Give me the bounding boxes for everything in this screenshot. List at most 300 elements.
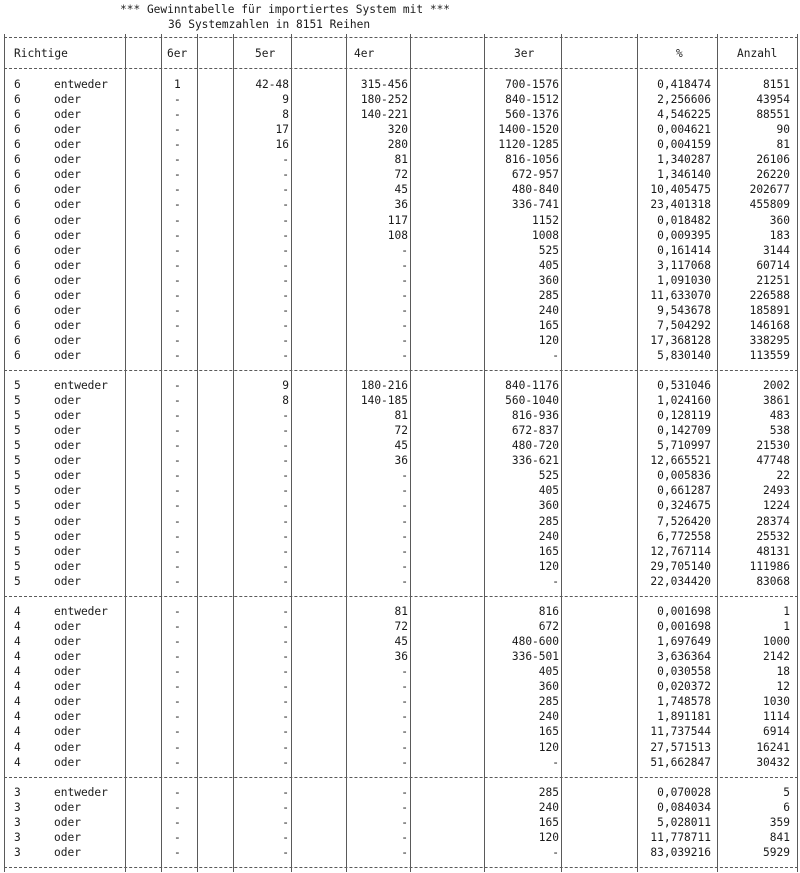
cell-verknuepfung: oder	[54, 484, 81, 498]
cell-5er: -	[282, 243, 289, 257]
cell-prozent: 0,004621	[657, 123, 711, 137]
cell-anzahl: 2493	[763, 484, 790, 498]
cell-4er: -	[401, 846, 408, 860]
cell-5er: -	[282, 665, 289, 679]
cell-prozent: 0,001698	[657, 605, 711, 618]
table-row	[0, 122, 800, 137]
cell-prozent: 7,504292	[657, 318, 711, 332]
cell-4er: 108	[387, 228, 408, 242]
cell-5er: -	[282, 318, 289, 332]
cell-6er: -	[174, 273, 181, 287]
cell-3er: 672	[538, 620, 559, 633]
cell-richtige: 6	[14, 318, 21, 332]
table-row	[0, 258, 800, 273]
cell-prozent: 1,748578	[657, 695, 711, 709]
cell-5er: -	[282, 454, 289, 468]
cell-3er: 165	[538, 725, 559, 739]
cell-anzahl: 3861	[763, 394, 790, 408]
cell-anzahl: 16241	[756, 740, 790, 754]
cell-4er: -	[401, 273, 408, 287]
cell-richtige: 4	[14, 635, 21, 649]
cell-verknuepfung: oder	[54, 228, 81, 242]
cell-verknuepfung: oder	[54, 318, 81, 332]
cell-5er: -	[282, 544, 289, 558]
cell-5er: -	[282, 153, 289, 167]
cell-verknuepfung: oder	[54, 303, 81, 317]
cell-5er: -	[282, 710, 289, 724]
cell-anzahl: 455809	[749, 198, 790, 212]
cell-5er: -	[282, 574, 289, 588]
table-row	[0, 709, 800, 724]
cell-5er: -	[282, 786, 289, 799]
cell-anzahl: 841	[769, 831, 790, 845]
cell-verknuepfung: oder	[54, 409, 81, 423]
cell-4er: -	[401, 710, 408, 724]
cell-verknuepfung: oder	[54, 710, 81, 724]
cell-4er: 320	[387, 123, 408, 137]
cell-richtige: 6	[14, 123, 21, 137]
cell-richtige: 5	[14, 514, 21, 528]
cell-3er: 120	[538, 333, 559, 347]
cell-anzahl: 22	[776, 469, 790, 483]
cell-verknuepfung: oder	[54, 574, 81, 588]
cell-3er: 285	[538, 695, 559, 709]
cell-5er: -	[282, 258, 289, 272]
cell-prozent: 29,705140	[650, 559, 711, 573]
cell-5er: -	[282, 816, 289, 830]
title-line-2: 36 Systemzahlen in 8151 Reihen	[168, 18, 371, 31]
cell-5er: -	[282, 333, 289, 347]
cell-richtige: 5	[14, 439, 21, 453]
cell-5er: -	[282, 168, 289, 182]
table-row	[0, 378, 800, 393]
cell-4er: -	[401, 574, 408, 588]
cell-3er: -	[552, 348, 559, 362]
cell-verknuepfung: oder	[54, 198, 81, 212]
cell-verknuepfung: oder	[54, 665, 81, 679]
cell-prozent: 11,633070	[650, 288, 711, 302]
cell-4er: 72	[394, 168, 408, 182]
cell-prozent: 27,571513	[650, 740, 711, 754]
cell-4er: -	[401, 529, 408, 543]
cell-prozent: 0,161414	[657, 243, 711, 257]
cell-prozent: 4,546225	[657, 108, 711, 122]
cell-richtige: 3	[14, 816, 21, 830]
cell-verknuepfung: oder	[54, 153, 81, 167]
cell-prozent: 0,084034	[657, 801, 711, 814]
cell-3er: 1400-1520	[498, 123, 559, 137]
cell-5er: -	[282, 183, 289, 197]
cell-richtige: 4	[14, 605, 21, 618]
header-5er: 5er	[255, 47, 276, 60]
cell-prozent: 6,772558	[657, 529, 711, 543]
cell-6er: -	[174, 454, 181, 468]
cell-4er: -	[401, 348, 408, 362]
header-anzahl: Anzahl	[737, 47, 778, 60]
cell-verknuepfung: oder	[54, 635, 81, 649]
cell-5er: -	[282, 529, 289, 543]
cell-3er: 240	[538, 801, 559, 814]
cell-6er: -	[174, 424, 181, 438]
cell-verknuepfung: oder	[54, 424, 81, 438]
cell-3er: 480-600	[511, 635, 559, 649]
title-line-1: *** Gewinntabelle für importiertes System mit ***	[120, 3, 451, 16]
cell-6er: -	[174, 574, 181, 588]
cell-6er: -	[174, 439, 181, 453]
cell-6er: -	[174, 288, 181, 302]
cell-anzahl: 146168	[749, 318, 790, 332]
cell-4er: 36	[394, 650, 408, 664]
table-row	[0, 243, 800, 258]
cell-3er: 405	[538, 258, 559, 272]
cell-anzahl: 25532	[756, 529, 790, 543]
cell-6er: -	[174, 108, 181, 122]
cell-anzahl: 48131	[756, 544, 790, 558]
cell-anzahl: 1000	[763, 635, 790, 649]
cell-6er: -	[174, 394, 181, 408]
table-row	[0, 483, 800, 498]
table-row	[0, 453, 800, 468]
cell-5er: 8	[282, 108, 289, 122]
cell-richtige: 5	[14, 394, 21, 408]
cell-3er: 120	[538, 831, 559, 845]
cell-5er: -	[282, 288, 289, 302]
cell-3er: 672-837	[511, 424, 559, 438]
cell-prozent: 0,005836	[657, 469, 711, 483]
table-row	[0, 167, 800, 182]
header-6er: 6er	[167, 47, 188, 60]
cell-3er: 525	[538, 243, 559, 257]
cell-richtige: 6	[14, 198, 21, 212]
cell-richtige: 6	[14, 93, 21, 106]
cell-anzahl: 81	[776, 138, 790, 152]
cell-6er: -	[174, 816, 181, 830]
cell-prozent: 5,710997	[657, 439, 711, 453]
cell-6er: -	[174, 846, 181, 860]
cell-5er: -	[282, 725, 289, 739]
cell-6er: -	[174, 529, 181, 543]
cell-6er: -	[174, 695, 181, 709]
cell-richtige: 5	[14, 454, 21, 468]
cell-prozent: 0,030558	[657, 665, 711, 679]
cell-4er: -	[401, 786, 408, 799]
cell-prozent: 11,737544	[650, 725, 711, 739]
cell-richtige: 4	[14, 755, 21, 769]
cell-4er: -	[401, 559, 408, 573]
cell-prozent: 0,001698	[657, 620, 711, 633]
cell-anzahl: 26106	[756, 153, 790, 167]
cell-4er: -	[401, 755, 408, 769]
cell-3er: 405	[538, 484, 559, 498]
cell-richtige: 4	[14, 695, 21, 709]
cell-3er: 285	[538, 786, 559, 799]
cell-4er: -	[401, 288, 408, 302]
cell-3er: 816	[538, 605, 559, 618]
table-row	[0, 514, 800, 529]
cell-6er: 1	[174, 78, 181, 91]
cell-6er: -	[174, 620, 181, 633]
cell-4er: 36	[394, 454, 408, 468]
cell-6er: -	[174, 198, 181, 212]
cell-5er: 42-48	[255, 78, 289, 91]
cell-anzahl: 88551	[756, 108, 790, 122]
cell-richtige: 6	[14, 228, 21, 242]
cell-verknuepfung: oder	[54, 529, 81, 543]
cell-richtige: 5	[14, 484, 21, 498]
cell-prozent: 12,767114	[650, 544, 711, 558]
cell-3er: 240	[538, 303, 559, 317]
cell-prozent: 0,531046	[657, 379, 711, 392]
cell-anzahl: 111986	[749, 559, 790, 573]
cell-richtige: 5	[14, 409, 21, 423]
cell-5er: -	[282, 620, 289, 633]
cell-4er: 140-185	[360, 394, 408, 408]
cell-3er: -	[552, 574, 559, 588]
cell-6er: -	[174, 318, 181, 332]
cell-prozent: 0,020372	[657, 680, 711, 694]
cell-4er: -	[401, 333, 408, 347]
cell-3er: 480-840	[511, 183, 559, 197]
footer-rule	[4, 867, 798, 868]
table-row	[0, 303, 800, 318]
table-row	[0, 318, 800, 333]
cell-6er: -	[174, 153, 181, 167]
cell-anzahl: 1114	[763, 710, 790, 724]
cell-prozent: 5,028011	[657, 816, 711, 830]
cell-verknuepfung: oder	[54, 138, 81, 152]
cell-prozent: 83,039216	[650, 846, 711, 860]
cell-richtige: 5	[14, 529, 21, 543]
cell-3er: 240	[538, 529, 559, 543]
cell-anzahl: 18	[776, 665, 790, 679]
table-row	[0, 559, 800, 574]
cell-3er: 120	[538, 740, 559, 754]
cell-3er: 240	[538, 710, 559, 724]
cell-3er: 336-621	[511, 454, 559, 468]
cell-4er: -	[401, 243, 408, 257]
table-row	[0, 755, 800, 770]
cell-6er: -	[174, 409, 181, 423]
cell-richtige: 5	[14, 499, 21, 513]
cell-verknuepfung: oder	[54, 846, 81, 860]
cell-6er: -	[174, 801, 181, 814]
cell-5er: -	[282, 695, 289, 709]
cell-verknuepfung: oder	[54, 243, 81, 257]
cell-4er: 81	[394, 409, 408, 423]
cell-richtige: 4	[14, 665, 21, 679]
cell-prozent: 0,418474	[657, 78, 711, 91]
cell-5er: -	[282, 514, 289, 528]
cell-anzahl: 2002	[763, 379, 790, 392]
group-separator	[4, 596, 798, 597]
table-row	[0, 213, 800, 228]
cell-4er: -	[401, 725, 408, 739]
cell-anzahl: 113559	[749, 348, 790, 362]
cell-richtige: 6	[14, 213, 21, 227]
cell-6er: -	[174, 469, 181, 483]
cell-5er: 9	[282, 93, 289, 106]
cell-prozent: 7,526420	[657, 514, 711, 528]
cell-verknuepfung: oder	[54, 213, 81, 227]
cell-5er: -	[282, 439, 289, 453]
cell-4er: 45	[394, 183, 408, 197]
cell-3er: 285	[538, 514, 559, 528]
cell-4er: -	[401, 303, 408, 317]
cell-6er: -	[174, 740, 181, 754]
cell-prozent: 17,368128	[650, 333, 711, 347]
table-row	[0, 468, 800, 483]
header-rule-bottom	[4, 68, 798, 69]
cell-4er: -	[401, 665, 408, 679]
cell-3er: 360	[538, 499, 559, 513]
cell-verknuepfung: oder	[54, 740, 81, 754]
cell-richtige: 6	[14, 153, 21, 167]
cell-prozent: 5,830140	[657, 348, 711, 362]
cell-prozent: 0,661287	[657, 484, 711, 498]
cell-5er: 17	[275, 123, 289, 137]
cell-3er: 525	[538, 469, 559, 483]
cell-3er: 700-1576	[505, 78, 559, 91]
cell-3er: 560-1040	[505, 394, 559, 408]
group-separator	[4, 777, 798, 778]
cell-6er: -	[174, 605, 181, 618]
cell-prozent: 11,778711	[650, 831, 711, 845]
cell-richtige: 6	[14, 78, 21, 91]
table-row	[0, 845, 800, 860]
cell-anzahl: 338295	[749, 333, 790, 347]
cell-prozent: 22,034420	[650, 574, 711, 588]
cell-richtige: 3	[14, 846, 21, 860]
table-row	[0, 785, 800, 800]
cell-6er: -	[174, 484, 181, 498]
cell-anzahl: 2142	[763, 650, 790, 664]
cell-6er: -	[174, 755, 181, 769]
cell-verknuepfung: entweder	[54, 78, 108, 91]
cell-6er: -	[174, 183, 181, 197]
table-row	[0, 152, 800, 167]
table-row	[0, 182, 800, 197]
cell-prozent: 0,004159	[657, 138, 711, 152]
cell-richtige: 6	[14, 288, 21, 302]
cell-richtige: 6	[14, 243, 21, 257]
cell-richtige: 6	[14, 138, 21, 152]
cell-3er: 360	[538, 273, 559, 287]
cell-prozent: 10,405475	[650, 183, 711, 197]
cell-prozent: 23,401318	[650, 198, 711, 212]
cell-5er: -	[282, 273, 289, 287]
cell-verknuepfung: oder	[54, 514, 81, 528]
cell-verknuepfung: oder	[54, 123, 81, 137]
cell-4er: 315-456	[360, 78, 408, 91]
header-4er: 4er	[354, 47, 375, 60]
cell-6er: -	[174, 650, 181, 664]
cell-4er: -	[401, 514, 408, 528]
header-pct: %	[676, 47, 683, 60]
cell-4er: -	[401, 831, 408, 845]
cell-3er: 1152	[532, 213, 559, 227]
table-row	[0, 438, 800, 453]
cell-3er: 360	[538, 680, 559, 694]
cell-richtige: 6	[14, 348, 21, 362]
cell-verknuepfung: oder	[54, 499, 81, 513]
cell-verknuepfung: oder	[54, 348, 81, 362]
cell-anzahl: 12	[776, 680, 790, 694]
cell-4er: 180-252	[360, 93, 408, 106]
cell-richtige: 5	[14, 544, 21, 558]
cell-3er: 165	[538, 816, 559, 830]
cell-6er: -	[174, 559, 181, 573]
table-row	[0, 544, 800, 559]
cell-verknuepfung: oder	[54, 620, 81, 633]
cell-verknuepfung: oder	[54, 801, 81, 814]
cell-3er: 1008	[532, 228, 559, 242]
table-row	[0, 694, 800, 709]
cell-4er: 36	[394, 198, 408, 212]
cell-verknuepfung: oder	[54, 831, 81, 845]
cell-anzahl: 30432	[756, 755, 790, 769]
cell-5er: -	[282, 424, 289, 438]
table-row	[0, 288, 800, 303]
cell-anzahl: 47748	[756, 454, 790, 468]
cell-richtige: 6	[14, 258, 21, 272]
cell-6er: -	[174, 168, 181, 182]
cell-5er: -	[282, 559, 289, 573]
cell-3er: 1120-1285	[498, 138, 559, 152]
table-row	[0, 92, 800, 107]
cell-verknuepfung: oder	[54, 108, 81, 122]
cell-anzahl: 360	[769, 213, 790, 227]
cell-4er: 140-221	[360, 108, 408, 122]
cell-4er: -	[401, 484, 408, 498]
cell-verknuepfung: oder	[54, 725, 81, 739]
cell-anzahl: 538	[769, 424, 790, 438]
cell-prozent: 3,117068	[657, 258, 711, 272]
cell-5er: -	[282, 198, 289, 212]
cell-anzahl: 6914	[763, 725, 790, 739]
cell-6er: -	[174, 303, 181, 317]
cell-3er: 816-1056	[505, 153, 559, 167]
cell-4er: -	[401, 816, 408, 830]
cell-5er: -	[282, 303, 289, 317]
cell-verknuepfung: entweder	[54, 379, 108, 392]
cell-anzahl: 60714	[756, 258, 790, 272]
cell-verknuepfung: entweder	[54, 786, 108, 799]
table-row	[0, 197, 800, 212]
cell-anzahl: 1030	[763, 695, 790, 709]
cell-verknuepfung: oder	[54, 469, 81, 483]
cell-4er: 81	[394, 153, 408, 167]
cell-prozent: 1,697649	[657, 635, 711, 649]
cell-anzahl: 21251	[756, 273, 790, 287]
cell-3er: 816-936	[511, 409, 559, 423]
table-row	[0, 664, 800, 679]
cell-anzahl: 5	[783, 786, 790, 799]
table-row	[0, 408, 800, 423]
cell-prozent: 0,070028	[657, 786, 711, 799]
cell-prozent: 3,636364	[657, 650, 711, 664]
cell-prozent: 2,256606	[657, 93, 711, 106]
cell-richtige: 4	[14, 710, 21, 724]
cell-4er: -	[401, 258, 408, 272]
cell-richtige: 5	[14, 379, 21, 392]
table-row	[0, 107, 800, 122]
cell-anzahl: 26220	[756, 168, 790, 182]
cell-verknuepfung: oder	[54, 695, 81, 709]
cell-verknuepfung: oder	[54, 288, 81, 302]
table-row	[0, 679, 800, 694]
cell-anzahl: 183	[769, 228, 790, 242]
cell-prozent: 51,662847	[650, 755, 711, 769]
